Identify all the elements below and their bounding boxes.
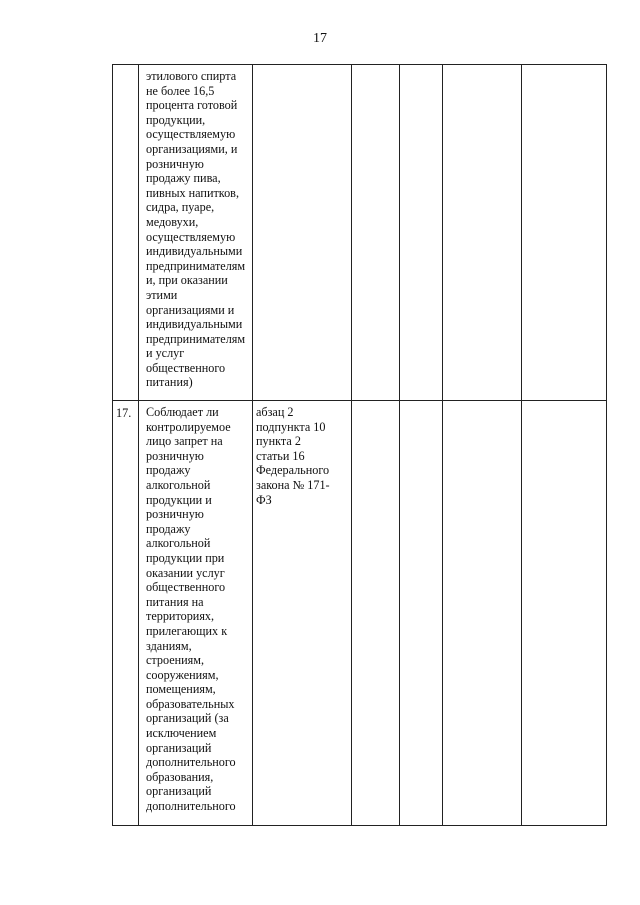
not-applicable-cell xyxy=(443,401,522,826)
question-cell xyxy=(139,65,253,401)
reference-cell xyxy=(253,401,352,826)
answer-yes-cell xyxy=(352,401,400,826)
question-cell xyxy=(139,401,253,826)
not-applicable-cell xyxy=(443,65,522,401)
table-row-continued xyxy=(113,65,607,401)
answer-yes-cell xyxy=(352,65,400,401)
page-number: 17 xyxy=(313,31,327,46)
answer-no-cell xyxy=(400,65,443,401)
answer-no-cell xyxy=(400,401,443,826)
notes-cell xyxy=(522,65,607,401)
table-row-17 xyxy=(113,401,607,826)
legal-reference xyxy=(253,65,351,69)
legal-reference: абзац 2 подпункта 10 пункта 2 статьи 16 Федерального закона № 171- ФЗ xyxy=(256,405,330,507)
question-text: Соблюдает ли контролируемое лицо запрет на розничную продажу алкогольной продукции и розничную продажу алкогольной продукции при оказании услуг общественного питания на территориях, прилегающих к зданиям, строениям, сооружениям, помещениям, образовательных организаций (за исключением организаций дополнительного образования, организаций дополнительного xyxy=(146,405,236,814)
row-number: 17. xyxy=(116,406,132,420)
notes-cell xyxy=(522,401,607,826)
row-number-cell xyxy=(113,65,139,401)
question-text: этилового спирта не более 16,5 процента готовой продукции, осуществляемую организациями, и розничную продажу пива, пивных напитков, сидра, пуаре, медовухи, осуществляемую индивидуальными предпринимателям и, при оказании этими организациями и индивидуальными предпринимателям и услуг общественного питания) xyxy=(146,69,246,390)
requirements-table xyxy=(112,64,607,826)
row-number xyxy=(113,65,138,70)
row-number-cell xyxy=(113,401,139,826)
reference-cell xyxy=(253,65,352,401)
